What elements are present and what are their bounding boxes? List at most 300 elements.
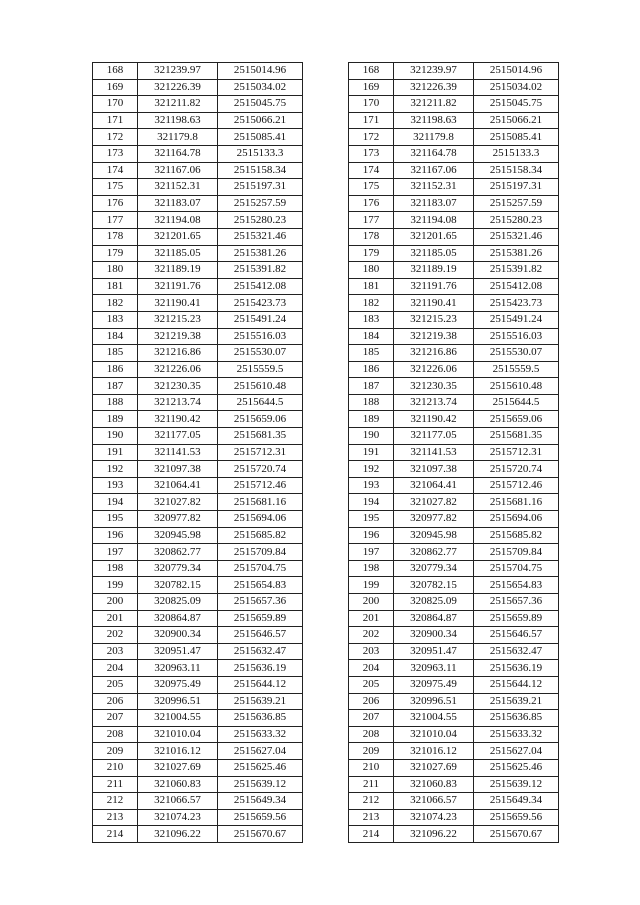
point-number-cell: 182 xyxy=(93,295,138,312)
table-row xyxy=(93,759,303,776)
point-number-cell: 201 xyxy=(349,610,394,627)
table-row xyxy=(349,560,559,577)
table-row xyxy=(349,710,559,727)
table-row xyxy=(93,411,303,428)
x-coordinate-cell: 320862.77 xyxy=(394,544,474,561)
point-number-cell: 210 xyxy=(349,759,394,776)
x-coordinate-cell: 321213.74 xyxy=(394,394,474,411)
table-row xyxy=(93,228,303,245)
table-row xyxy=(93,710,303,727)
table-row xyxy=(349,577,559,594)
table-row xyxy=(349,477,559,494)
x-coordinate-cell: 321191.76 xyxy=(138,278,218,295)
x-coordinate-cell: 321189.19 xyxy=(138,262,218,279)
point-number-cell: 168 xyxy=(349,63,394,80)
x-coordinate-cell: 320779.34 xyxy=(138,560,218,577)
x-coordinate-cell: 321064.41 xyxy=(138,477,218,494)
x-coordinate-cell: 320782.15 xyxy=(394,577,474,594)
point-number-cell: 200 xyxy=(93,594,138,611)
x-coordinate-cell: 320996.51 xyxy=(138,693,218,710)
point-number-cell: 212 xyxy=(349,793,394,810)
y-coordinate-cell: 2515034.02 xyxy=(474,79,559,96)
point-number-cell: 171 xyxy=(93,112,138,129)
x-coordinate-cell: 321190.42 xyxy=(138,411,218,428)
x-coordinate-cell: 320975.49 xyxy=(138,676,218,693)
x-coordinate-cell: 321167.06 xyxy=(138,162,218,179)
y-coordinate-cell: 2515633.32 xyxy=(474,726,559,743)
table-row xyxy=(93,245,303,262)
table-row xyxy=(93,361,303,378)
table-row xyxy=(349,378,559,395)
x-coordinate-cell: 321010.04 xyxy=(394,726,474,743)
coordinate-table-body xyxy=(349,63,559,843)
x-coordinate-cell: 320945.98 xyxy=(138,527,218,544)
point-number-cell: 187 xyxy=(349,378,394,395)
y-coordinate-cell: 2515694.06 xyxy=(218,511,303,528)
y-coordinate-cell: 2515197.31 xyxy=(218,179,303,196)
y-coordinate-cell: 2515280.23 xyxy=(474,212,559,229)
point-number-cell: 175 xyxy=(93,179,138,196)
y-coordinate-cell: 2515685.82 xyxy=(218,527,303,544)
y-coordinate-cell: 2515659.56 xyxy=(218,809,303,826)
table-row xyxy=(93,278,303,295)
y-coordinate-cell: 2515381.26 xyxy=(474,245,559,262)
y-coordinate-cell: 2515644.12 xyxy=(474,676,559,693)
point-number-cell: 207 xyxy=(349,710,394,727)
x-coordinate-cell: 321185.05 xyxy=(394,245,474,262)
table-row xyxy=(93,345,303,362)
point-number-cell: 196 xyxy=(349,527,394,544)
coordinate-table-body xyxy=(93,63,303,843)
table-row xyxy=(349,511,559,528)
point-number-cell: 209 xyxy=(93,743,138,760)
y-coordinate-cell: 2515712.46 xyxy=(474,477,559,494)
y-coordinate-cell: 2515657.36 xyxy=(218,594,303,611)
point-number-cell: 199 xyxy=(349,577,394,594)
x-coordinate-cell: 320996.51 xyxy=(394,693,474,710)
point-number-cell: 173 xyxy=(349,145,394,162)
x-coordinate-cell: 321185.05 xyxy=(138,245,218,262)
y-coordinate-cell: 2515412.08 xyxy=(474,278,559,295)
y-coordinate-cell: 2515066.21 xyxy=(218,112,303,129)
point-number-cell: 193 xyxy=(93,477,138,494)
table-row xyxy=(349,328,559,345)
y-coordinate-cell: 2515704.75 xyxy=(218,560,303,577)
y-coordinate-cell: 2515632.47 xyxy=(218,643,303,660)
point-number-cell: 194 xyxy=(349,494,394,511)
point-number-cell: 181 xyxy=(349,278,394,295)
table-row xyxy=(349,129,559,146)
y-coordinate-cell: 2515530.07 xyxy=(218,345,303,362)
point-number-cell: 178 xyxy=(349,228,394,245)
y-coordinate-cell: 2515391.82 xyxy=(474,262,559,279)
table-row xyxy=(93,627,303,644)
x-coordinate-cell: 321074.23 xyxy=(394,809,474,826)
y-coordinate-cell: 2515516.03 xyxy=(218,328,303,345)
point-number-cell: 189 xyxy=(349,411,394,428)
x-coordinate-cell: 320862.77 xyxy=(138,544,218,561)
table-row xyxy=(349,278,559,295)
y-coordinate-cell: 2515659.06 xyxy=(218,411,303,428)
x-coordinate-cell: 321194.08 xyxy=(394,212,474,229)
point-number-cell: 196 xyxy=(93,527,138,544)
point-number-cell: 193 xyxy=(349,477,394,494)
y-coordinate-cell: 2515321.46 xyxy=(474,228,559,245)
x-coordinate-cell: 321189.19 xyxy=(394,262,474,279)
table-row xyxy=(93,809,303,826)
y-coordinate-cell: 2515644.5 xyxy=(474,394,559,411)
x-coordinate-cell: 320779.34 xyxy=(394,560,474,577)
point-number-cell: 205 xyxy=(349,676,394,693)
x-coordinate-cell: 321027.82 xyxy=(394,494,474,511)
y-coordinate-cell: 2515014.96 xyxy=(218,63,303,80)
x-coordinate-cell: 321004.55 xyxy=(138,710,218,727)
y-coordinate-cell: 2515709.84 xyxy=(218,544,303,561)
table-row xyxy=(93,212,303,229)
point-number-cell: 185 xyxy=(349,345,394,362)
x-coordinate-cell: 321215.23 xyxy=(138,311,218,328)
x-coordinate-cell: 320825.09 xyxy=(138,594,218,611)
point-number-cell: 207 xyxy=(93,710,138,727)
table-row xyxy=(349,112,559,129)
table-row xyxy=(349,643,559,660)
table-row xyxy=(93,63,303,80)
table-row xyxy=(93,461,303,478)
table-row xyxy=(93,726,303,743)
x-coordinate-cell: 321239.97 xyxy=(138,63,218,80)
point-number-cell: 174 xyxy=(93,162,138,179)
y-coordinate-cell: 2515644.5 xyxy=(218,394,303,411)
x-coordinate-cell: 321194.08 xyxy=(138,212,218,229)
y-coordinate-cell: 2515158.34 xyxy=(218,162,303,179)
point-number-cell: 192 xyxy=(349,461,394,478)
point-number-cell: 182 xyxy=(349,295,394,312)
table-row xyxy=(349,63,559,80)
y-coordinate-cell: 2515646.57 xyxy=(474,627,559,644)
x-coordinate-cell: 321066.57 xyxy=(394,793,474,810)
table-row xyxy=(93,112,303,129)
x-coordinate-cell: 321183.07 xyxy=(138,195,218,212)
y-coordinate-cell: 2515158.34 xyxy=(474,162,559,179)
y-coordinate-cell: 2515636.19 xyxy=(218,660,303,677)
point-number-cell: 176 xyxy=(93,195,138,212)
x-coordinate-cell: 321226.39 xyxy=(138,79,218,96)
point-number-cell: 183 xyxy=(93,311,138,328)
y-coordinate-cell: 2515516.03 xyxy=(474,328,559,345)
table-row xyxy=(93,494,303,511)
x-coordinate-cell: 321198.63 xyxy=(138,112,218,129)
y-coordinate-cell: 2515639.21 xyxy=(218,693,303,710)
x-coordinate-cell: 321004.55 xyxy=(394,710,474,727)
table-row xyxy=(93,577,303,594)
point-number-cell: 174 xyxy=(349,162,394,179)
table-row xyxy=(349,494,559,511)
y-coordinate-cell: 2515045.75 xyxy=(218,96,303,113)
x-coordinate-cell: 321016.12 xyxy=(138,743,218,760)
x-coordinate-cell: 321177.05 xyxy=(394,428,474,445)
table-row xyxy=(93,179,303,196)
y-coordinate-cell: 2515014.96 xyxy=(474,63,559,80)
table-row xyxy=(349,162,559,179)
point-number-cell: 206 xyxy=(349,693,394,710)
table-row xyxy=(93,295,303,312)
x-coordinate-cell: 320945.98 xyxy=(394,527,474,544)
y-coordinate-cell: 2515694.06 xyxy=(474,511,559,528)
y-coordinate-cell: 2515321.46 xyxy=(218,228,303,245)
point-number-cell: 180 xyxy=(93,262,138,279)
point-number-cell: 208 xyxy=(93,726,138,743)
point-number-cell: 175 xyxy=(349,179,394,196)
point-number-cell: 170 xyxy=(93,96,138,113)
table-row xyxy=(349,311,559,328)
y-coordinate-cell: 2515423.73 xyxy=(474,295,559,312)
y-coordinate-cell: 2515085.41 xyxy=(218,129,303,146)
y-coordinate-cell: 2515712.31 xyxy=(474,444,559,461)
table-row xyxy=(93,96,303,113)
point-number-cell: 209 xyxy=(349,743,394,760)
x-coordinate-cell: 320864.87 xyxy=(138,610,218,627)
point-number-cell: 169 xyxy=(349,79,394,96)
point-number-cell: 203 xyxy=(349,643,394,660)
y-coordinate-cell: 2515659.56 xyxy=(474,809,559,826)
table-row xyxy=(93,676,303,693)
y-coordinate-cell: 2515530.07 xyxy=(474,345,559,362)
table-row xyxy=(349,743,559,760)
x-coordinate-cell: 321211.82 xyxy=(138,96,218,113)
y-coordinate-cell: 2515627.04 xyxy=(474,743,559,760)
y-coordinate-cell: 2515709.84 xyxy=(474,544,559,561)
point-number-cell: 202 xyxy=(349,627,394,644)
point-number-cell: 191 xyxy=(93,444,138,461)
table-row xyxy=(349,627,559,644)
table-row xyxy=(349,660,559,677)
x-coordinate-cell: 321164.78 xyxy=(138,145,218,162)
table-row xyxy=(93,311,303,328)
y-coordinate-cell: 2515197.31 xyxy=(474,179,559,196)
table-row xyxy=(349,676,559,693)
point-number-cell: 204 xyxy=(349,660,394,677)
table-row xyxy=(349,228,559,245)
table-row xyxy=(93,129,303,146)
table-row xyxy=(93,527,303,544)
y-coordinate-cell: 2515659.89 xyxy=(474,610,559,627)
point-number-cell: 173 xyxy=(93,145,138,162)
y-coordinate-cell: 2515559.5 xyxy=(474,361,559,378)
table-row xyxy=(93,145,303,162)
x-coordinate-cell: 320977.82 xyxy=(138,511,218,528)
point-number-cell: 188 xyxy=(93,394,138,411)
x-coordinate-cell: 321152.31 xyxy=(138,179,218,196)
x-coordinate-cell: 321239.97 xyxy=(394,63,474,80)
point-number-cell: 187 xyxy=(93,378,138,395)
table-row xyxy=(349,262,559,279)
table-row xyxy=(349,826,559,843)
table-row xyxy=(93,643,303,660)
x-coordinate-cell: 321141.53 xyxy=(394,444,474,461)
point-number-cell: 184 xyxy=(349,328,394,345)
y-coordinate-cell: 2515654.83 xyxy=(218,577,303,594)
table-row xyxy=(349,212,559,229)
x-coordinate-cell: 321060.83 xyxy=(394,776,474,793)
y-coordinate-cell: 2515257.59 xyxy=(218,195,303,212)
x-coordinate-cell: 321164.78 xyxy=(394,145,474,162)
y-coordinate-cell: 2515066.21 xyxy=(474,112,559,129)
point-number-cell: 169 xyxy=(93,79,138,96)
table-row xyxy=(93,162,303,179)
x-coordinate-cell: 321201.65 xyxy=(394,228,474,245)
point-number-cell: 199 xyxy=(93,577,138,594)
point-number-cell: 214 xyxy=(93,826,138,843)
table-row xyxy=(349,428,559,445)
table-row xyxy=(349,726,559,743)
x-coordinate-cell: 321177.05 xyxy=(138,428,218,445)
y-coordinate-cell: 2515681.16 xyxy=(218,494,303,511)
x-coordinate-cell: 321191.76 xyxy=(394,278,474,295)
table-row xyxy=(349,793,559,810)
point-number-cell: 188 xyxy=(349,394,394,411)
y-coordinate-cell: 2515720.74 xyxy=(218,461,303,478)
table-row xyxy=(93,79,303,96)
y-coordinate-cell: 2515639.12 xyxy=(474,776,559,793)
x-coordinate-cell: 320864.87 xyxy=(394,610,474,627)
x-coordinate-cell: 321179.8 xyxy=(394,129,474,146)
table-row xyxy=(349,345,559,362)
x-coordinate-cell: 321066.57 xyxy=(138,793,218,810)
point-number-cell: 170 xyxy=(349,96,394,113)
y-coordinate-cell: 2515639.21 xyxy=(474,693,559,710)
y-coordinate-cell: 2515720.74 xyxy=(474,461,559,478)
x-coordinate-cell: 321074.23 xyxy=(138,809,218,826)
table-row xyxy=(93,560,303,577)
table-row xyxy=(93,195,303,212)
point-number-cell: 186 xyxy=(349,361,394,378)
point-number-cell: 208 xyxy=(349,726,394,743)
y-coordinate-cell: 2515712.46 xyxy=(218,477,303,494)
x-coordinate-cell: 321152.31 xyxy=(394,179,474,196)
x-coordinate-cell: 320963.11 xyxy=(394,660,474,677)
y-coordinate-cell: 2515712.31 xyxy=(218,444,303,461)
y-coordinate-cell: 2515639.12 xyxy=(218,776,303,793)
table-row xyxy=(93,693,303,710)
x-coordinate-cell: 321096.22 xyxy=(394,826,474,843)
x-coordinate-cell: 321198.63 xyxy=(394,112,474,129)
x-coordinate-cell: 321141.53 xyxy=(138,444,218,461)
y-coordinate-cell: 2515633.32 xyxy=(218,726,303,743)
table-row xyxy=(349,527,559,544)
point-number-cell: 172 xyxy=(349,129,394,146)
y-coordinate-cell: 2515412.08 xyxy=(218,278,303,295)
table-row xyxy=(93,594,303,611)
point-number-cell: 171 xyxy=(349,112,394,129)
x-coordinate-cell: 320977.82 xyxy=(394,511,474,528)
point-number-cell: 185 xyxy=(93,345,138,362)
table-row xyxy=(93,428,303,445)
table-row xyxy=(93,444,303,461)
x-coordinate-cell: 321027.69 xyxy=(138,759,218,776)
table-row xyxy=(349,809,559,826)
point-number-cell: 177 xyxy=(349,212,394,229)
table-row xyxy=(349,361,559,378)
y-coordinate-cell: 2515610.48 xyxy=(474,378,559,395)
y-coordinate-cell: 2515381.26 xyxy=(218,245,303,262)
y-coordinate-cell: 2515681.35 xyxy=(218,428,303,445)
y-coordinate-cell: 2515681.35 xyxy=(474,428,559,445)
y-coordinate-cell: 2515627.04 xyxy=(218,743,303,760)
y-coordinate-cell: 2515559.5 xyxy=(218,361,303,378)
x-coordinate-cell: 320900.34 xyxy=(394,627,474,644)
point-number-cell: 191 xyxy=(349,444,394,461)
x-coordinate-cell: 321190.42 xyxy=(394,411,474,428)
table-row xyxy=(349,594,559,611)
x-coordinate-cell: 321190.41 xyxy=(394,295,474,312)
point-number-cell: 190 xyxy=(349,428,394,445)
y-coordinate-cell: 2515649.34 xyxy=(474,793,559,810)
y-coordinate-cell: 2515636.85 xyxy=(474,710,559,727)
y-coordinate-cell: 2515670.67 xyxy=(218,826,303,843)
x-coordinate-cell: 321190.41 xyxy=(138,295,218,312)
table-row xyxy=(349,245,559,262)
y-coordinate-cell: 2515632.47 xyxy=(474,643,559,660)
point-number-cell: 198 xyxy=(349,560,394,577)
y-coordinate-cell: 2515625.46 xyxy=(218,759,303,776)
point-number-cell: 212 xyxy=(93,793,138,810)
point-number-cell: 192 xyxy=(93,461,138,478)
point-number-cell: 211 xyxy=(349,776,394,793)
point-number-cell: 197 xyxy=(349,544,394,561)
point-number-cell: 201 xyxy=(93,610,138,627)
table-row xyxy=(349,79,559,96)
x-coordinate-cell: 321096.22 xyxy=(138,826,218,843)
coordinate-table-right xyxy=(348,62,559,843)
y-coordinate-cell: 2515625.46 xyxy=(474,759,559,776)
point-number-cell: 198 xyxy=(93,560,138,577)
point-number-cell: 211 xyxy=(93,776,138,793)
y-coordinate-cell: 2515491.24 xyxy=(474,311,559,328)
y-coordinate-cell: 2515636.85 xyxy=(218,710,303,727)
x-coordinate-cell: 320782.15 xyxy=(138,577,218,594)
table-row xyxy=(349,610,559,627)
x-coordinate-cell: 321216.86 xyxy=(394,345,474,362)
y-coordinate-cell: 2515649.34 xyxy=(218,793,303,810)
y-coordinate-cell: 2515644.12 xyxy=(218,676,303,693)
x-coordinate-cell: 320825.09 xyxy=(394,594,474,611)
x-coordinate-cell: 321226.06 xyxy=(138,361,218,378)
table-row xyxy=(349,411,559,428)
x-coordinate-cell: 320951.47 xyxy=(138,643,218,660)
coordinate-table-left xyxy=(92,62,303,843)
table-row xyxy=(349,179,559,196)
table-row xyxy=(349,693,559,710)
x-coordinate-cell: 321097.38 xyxy=(394,461,474,478)
x-coordinate-cell: 321216.86 xyxy=(138,345,218,362)
y-coordinate-cell: 2515659.89 xyxy=(218,610,303,627)
point-number-cell: 177 xyxy=(93,212,138,229)
y-coordinate-cell: 2515045.75 xyxy=(474,96,559,113)
point-number-cell: 189 xyxy=(93,411,138,428)
point-number-cell: 203 xyxy=(93,643,138,660)
x-coordinate-cell: 321211.82 xyxy=(394,96,474,113)
y-coordinate-cell: 2515610.48 xyxy=(218,378,303,395)
point-number-cell: 200 xyxy=(349,594,394,611)
table-row xyxy=(93,328,303,345)
table-row xyxy=(93,776,303,793)
point-number-cell: 214 xyxy=(349,826,394,843)
x-coordinate-cell: 321230.35 xyxy=(394,378,474,395)
point-number-cell: 206 xyxy=(93,693,138,710)
point-number-cell: 204 xyxy=(93,660,138,677)
point-number-cell: 181 xyxy=(93,278,138,295)
table-row xyxy=(93,610,303,627)
